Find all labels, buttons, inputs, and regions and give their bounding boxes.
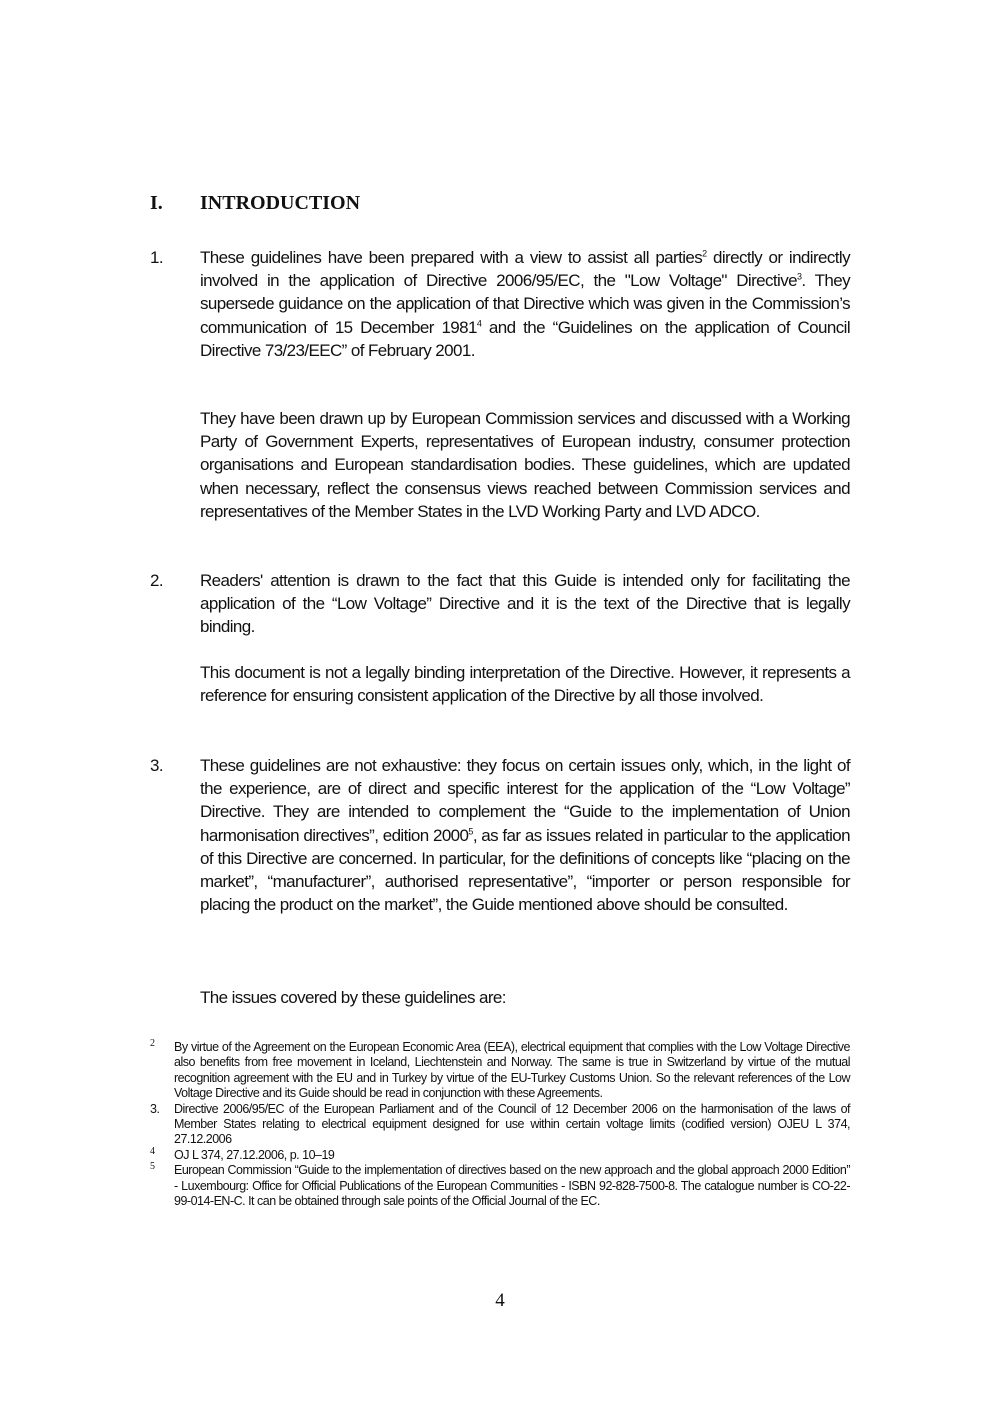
paragraph-number: 2.: [150, 571, 163, 590]
footnote-text: European Commission “Guide to the implementation of directives based on the new approach and the global approach 2000 Edition” - Luxembourg: Office for Official Publications of the European Communities - ISBN 92-828-7500-8. The catalogue number is CO-22-99-014-EN-C. It can be obtained through sale points of the Official Journal of the EC.: [174, 1163, 850, 1209]
footnote-text: By virtue of the Agreement on the European Economic Area (EEA), electrical equipment that complies with the Low Voltage Directive also benefits from free movement in Iceland, Liechtenstein and Norway. The same is true in Switzerland by virtue of the mutual recognition agreement with the EU and in Turkey by virtue of the EU-Turkey Customs Union. So the relevant references of the Low Voltage Directive and its Guide should be read in conjunction with these Agreements.: [174, 1040, 850, 1101]
section-heading: [150, 192, 360, 215]
footnote-ref[interactable]: 2: [702, 248, 707, 259]
footnote-mark: 5: [150, 1161, 155, 1173]
section-title: INTRODUCTION: [200, 192, 361, 214]
paragraph-text: This document is not a legally binding interpretation of the Directive. However, it represents a reference for ensuring consistent application of the Directive by all those involved.: [200, 663, 850, 706]
paragraph-text: These guidelines are not exhaustive: they focus on certain issues only, which, in the light of the experience, are of direct and specific interest for the application of the “Low Voltage” Directive. They are intended to complement the “Guide to the implementation of Union harmonisation directives”, edition 2000$^5$, as far as issues related in particular to the application of this Directive are concerned. In particular, for the definitions of concepts like “placing on the market”, “manufacturer”, authorised representative”, “importer or person responsible for placing the product on the market”, the Guide mentioned above should be consulted.: [200, 756, 850, 915]
paragraph-2-continued: [150, 661, 850, 707]
paragraph-text: The issues covered by these guidelines are:: [200, 988, 506, 1007]
footnote-5: [150, 1163, 850, 1209]
paragraph-text: Readers' attention is drawn to the fact that this Guide is intended only for facilitating the application of the “Low Voltage” Directive and it is the text of the Directive that is legally binding.: [200, 571, 850, 637]
paragraph-2: [150, 569, 850, 639]
paragraph-1-continued: [150, 407, 850, 523]
footnote-ref[interactable]: 5: [468, 825, 473, 836]
footnote-text: Directive 2006/95/EC of the European Parliament and of the Council of 12 December 2006 on the harmonisation of the laws of Member States relating to electrical equipment designed for use within certain voltage limits (codified version) OJEU L 374, 27.12.2006: [174, 1101, 850, 1147]
footnote-mark: 4: [150, 1145, 155, 1157]
paragraph-3-continued: [150, 986, 850, 1009]
footnote-ref[interactable]: 3: [796, 271, 802, 282]
paragraph-text: These guidelines have been prepared with a view to assist all parties$^2$ directly or indirectly involved in the application of Directive 2006/95/EC, the "Low Voltage" Directive$^3$. They supersede guidance on the application of that Directive which was given in the Commission’s communication of 15 December 1981$^4$ and the “Guidelines on the application of Council Directive 73/23/EEC” of February 2001.: [200, 248, 850, 360]
footnote-4: [150, 1145, 850, 1163]
paragraph-1: [150, 246, 850, 362]
paragraph-text: They have been drawn up by European Commission services and discussed with a Working Party of Government Experts, representatives of European industry, consumer protection organisations and European standardisation bodies. These guidelines, which are updated when necessary, reflect the consensus views reached between Commission services and representatives of the Member States in the LVD Working Party and LVD ADCO.: [200, 409, 850, 521]
footnote-3: [150, 1102, 850, 1148]
paragraph-3: [150, 754, 850, 916]
footnote-ref[interactable]: 4: [476, 317, 482, 328]
paragraph-number: 3.: [150, 756, 163, 775]
footnote-text: OJ L 374, 27.12.2006, p. 10–19: [174, 1147, 335, 1162]
footnote-2: [150, 1040, 850, 1102]
footnote-mark: 3.: [150, 1101, 160, 1116]
page-number: 4: [495, 1290, 505, 1311]
footnotes: [150, 1040, 850, 1209]
footnote-mark: 2: [150, 1038, 155, 1049]
paragraph-number: 1.: [150, 248, 163, 267]
section-number: I.: [150, 192, 163, 214]
